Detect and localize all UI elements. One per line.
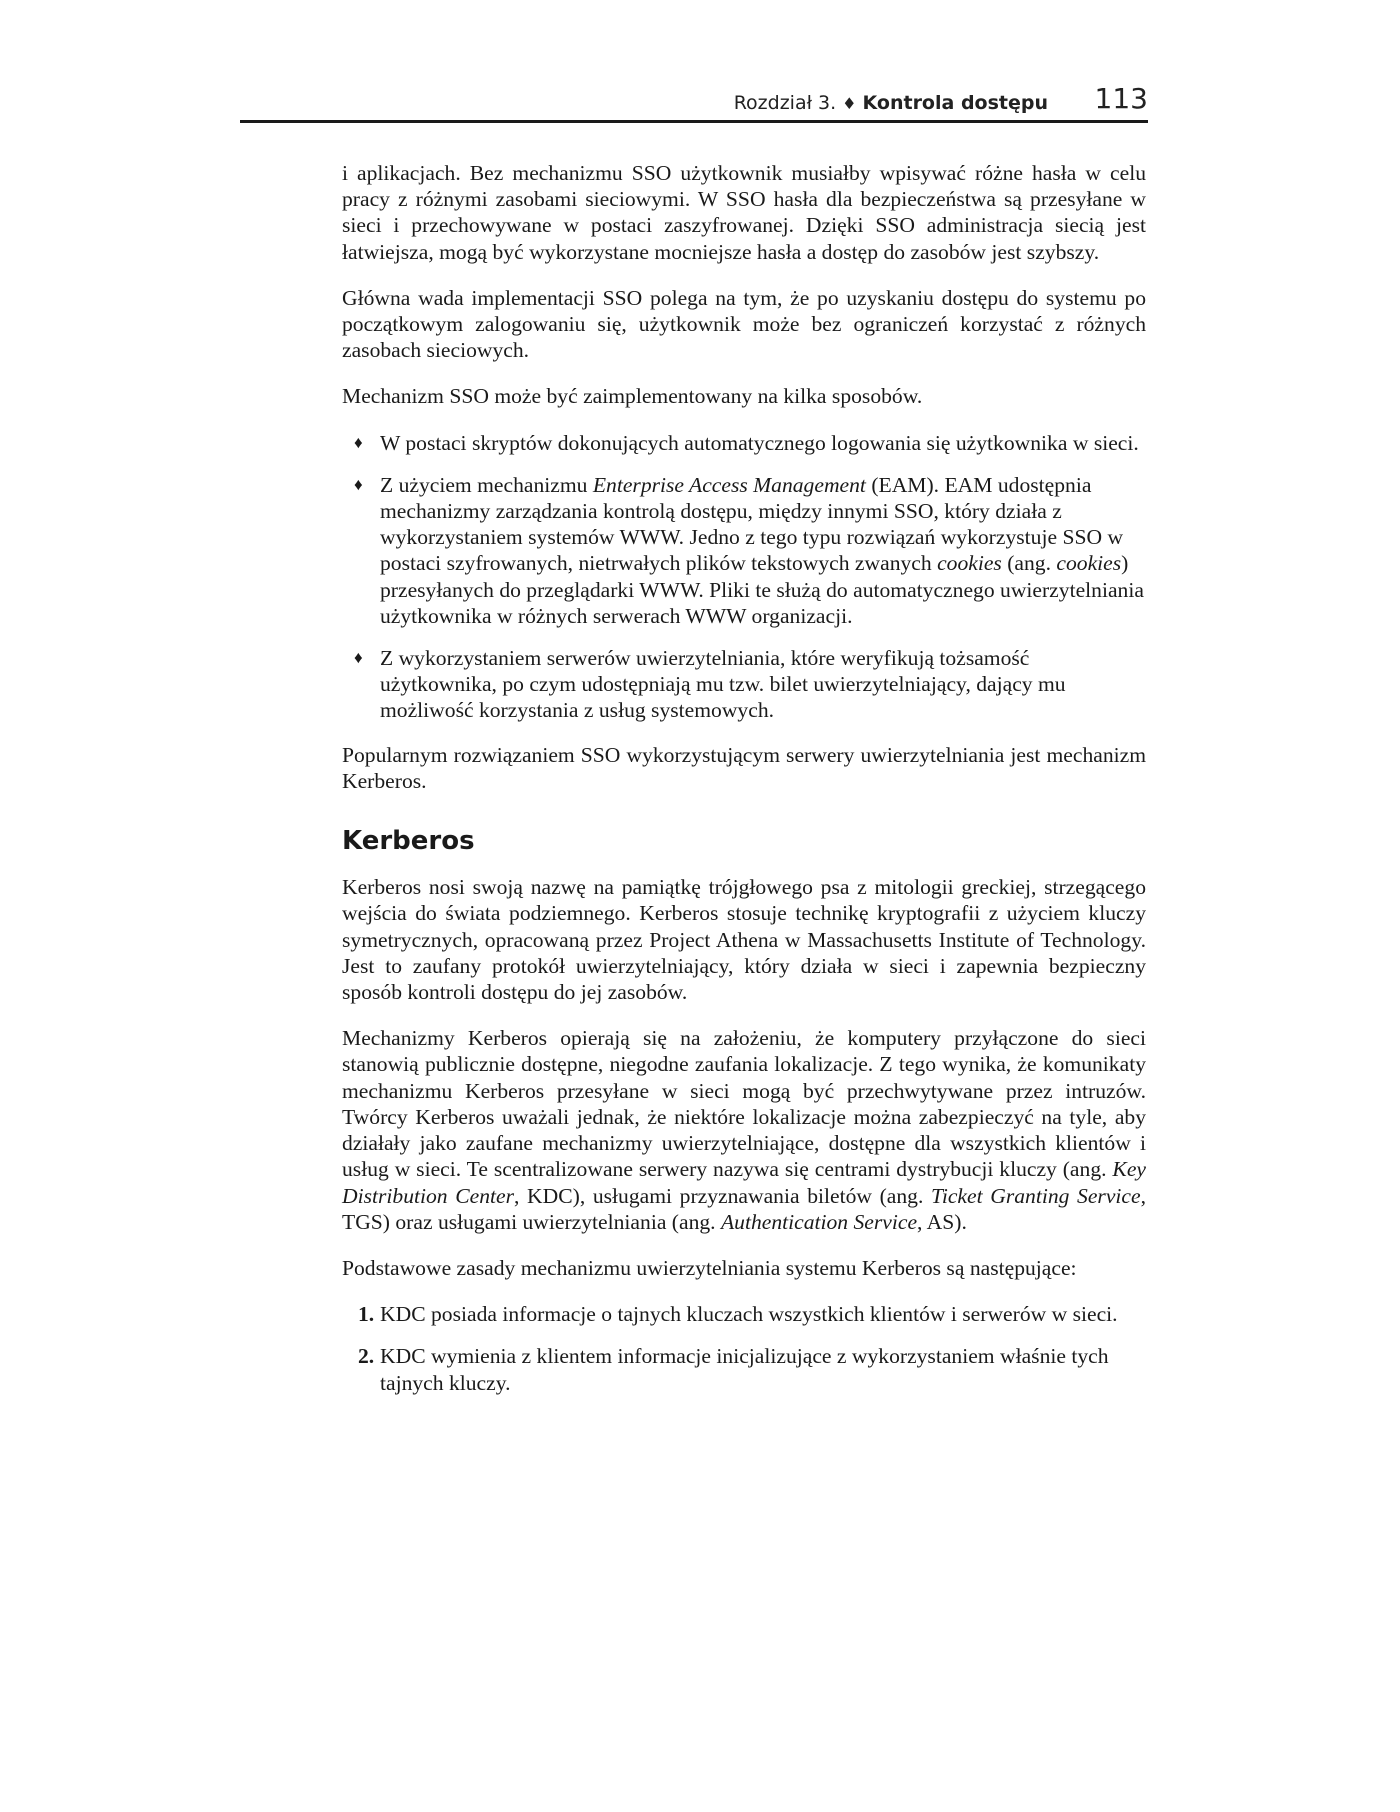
list-item <box>342 1301 1146 1327</box>
section-heading: Kerberos <box>342 826 475 857</box>
diamond-icon: ♦ <box>354 474 363 494</box>
paragraph: Mechanizm SSO może być zaimplementowany na kilka sposobów. <box>342 384 923 409</box>
paragraph: Mechanizmy Kerberos opierają się na założeniu, że komputery przyłączone do sieci stanowią publicznie dostępne, niegodne zaufania lokalizacje. Z tego wynika, że komunikaty mechanizmu Kerberos przesyłane w sieci mogą być przechwytywane przez intruzów. Twórcy Kerberos uważali jednak, że niektóre lokalizacje można zabezpieczyć na tyle, aby działały jako zaufane mechanizmy uwierzytelniające, dostępne dla wszystkich klientów i usług w sieci. Te scentralizowane serwery nazywa się centrami dystrybucji kluczy (ang. Key Distribution Center, KDC), usługami przyznawania biletów (ang. Ticket Granting Service, TGS) oraz usługami uwierzytelniania (ang. Authentication Service, AS). <box>342 1026 1146 1234</box>
italic-term: cookies <box>937 551 1002 576</box>
paragraph: Główna wada implementacji SSO polega na tym, że po uzyskaniu dostępu do systemu po początkowym zalogowaniu się, użytkownik może bez ograniczeń korzystać z różnych zasobach sieciowych. <box>342 285 1146 363</box>
italic-term: Key Distribution Center <box>342 1157 1146 1208</box>
chapter-label: Rozdział 3. <box>733 92 837 114</box>
list-item-text: KDC posiada informacje o tajnych kluczach wszystkich klientów i serwerów w sieci. <box>380 1302 1118 1327</box>
paragraph: Popularnym rozwiązaniem SSO wykorzystującym serwery uwierzytelniania jest mechanizm Kerberos. <box>342 742 1146 793</box>
chapter-title: Kontrola dostępu <box>862 92 1048 114</box>
page-number: 113 <box>1094 82 1148 115</box>
paragraph: Kerberos nosi swoją nazwę na pamiątkę trójgłowego psa z mitologii greckiej, strzegącego wejścia do świata podziemnego. Kerberos stosuje technikę kryptografii z użyciem kluczy symetrycznych, opracowaną przez Project Athena w Massachusetts Institute of Technology. Jest to zaufany protokół uwierzytelniający, który działa w sieci i zapewnia bezpieczny sposób kontroli dostępu do jej zasobów. <box>342 875 1146 1005</box>
italic-term: Enterprise Access Management <box>592 472 866 497</box>
diamond-icon: ♦ <box>842 94 857 113</box>
paragraph: i aplikacjach. Bez mechanizmu SSO użytkownik musiałby wpisywać różne hasła w celu pracy z różnymi zasobami sieciowymi. W SSO hasła dla bezpieczeństwa są przesyłane w sieci i przechowywane w postaci zaszyfrowanej. Dzięki SSO administracja siecią jest łatwiejsza, mogą być wykorzystane mocniejsze hasła a dostęp do zasobów jest szybszy. <box>342 161 1146 264</box>
diamond-icon: ♦ <box>354 648 363 668</box>
bullet-list <box>342 430 1146 724</box>
list-item <box>342 1343 1146 1395</box>
list-item <box>342 645 1146 724</box>
paragraph: Podstawowe zasady mechanizmu uwierzytelniania systemu Kerberos są następujące: <box>342 1255 1077 1280</box>
list-number: 1. <box>358 1302 375 1327</box>
italic-term: Authentication Service <box>720 1209 918 1234</box>
list-item <box>342 430 1146 456</box>
diamond-icon: ♦ <box>354 432 363 452</box>
list-item <box>342 472 1146 629</box>
list-item-text: Z użyciem mechanizmu Enterprise Access Management (EAM). EAM udostępnia mechanizmy zarządzania kontrolą dostępu, między innymi SSO, który działa z wykorzystaniem systemów WWW. Jedno z tego typu rozwiązań wykorzystuje SSO w postaci szyfrowanych, nietrwałych plików tekstowych zwanych cookies (ang. cookies) przesyłanych do przeglądarki WWW. Pliki te służą do automatycznego uwierzytelniania użytkownika w różnych serwerach WWW organizacji. <box>380 472 1144 628</box>
list-item-text: KDC wymienia z klientem informacje inicjalizujące z wykorzystaniem właśnie tych tajnych kluczy. <box>380 1344 1109 1395</box>
page-content <box>342 160 1146 1414</box>
running-head <box>734 92 1048 114</box>
list-item-text: Z wykorzystaniem serwerów uwierzytelniania, które weryfikują tożsamość użytkownika, po czym udostępniają mu tzw. bilet uwierzytelniający, dający mu możliwość korzystania z usług systemowych. <box>380 646 1066 723</box>
italic-term: cookies <box>1056 551 1122 576</box>
page-header <box>240 80 1148 122</box>
list-item-text: W postaci skryptów dokonujących automatycznego logowania się użytkownika w sieci. <box>380 430 1139 455</box>
numbered-list <box>342 1301 1146 1396</box>
italic-term: Ticket Granting Service <box>931 1183 1141 1208</box>
header-rule <box>240 120 1148 123</box>
list-number: 2. <box>358 1344 375 1369</box>
